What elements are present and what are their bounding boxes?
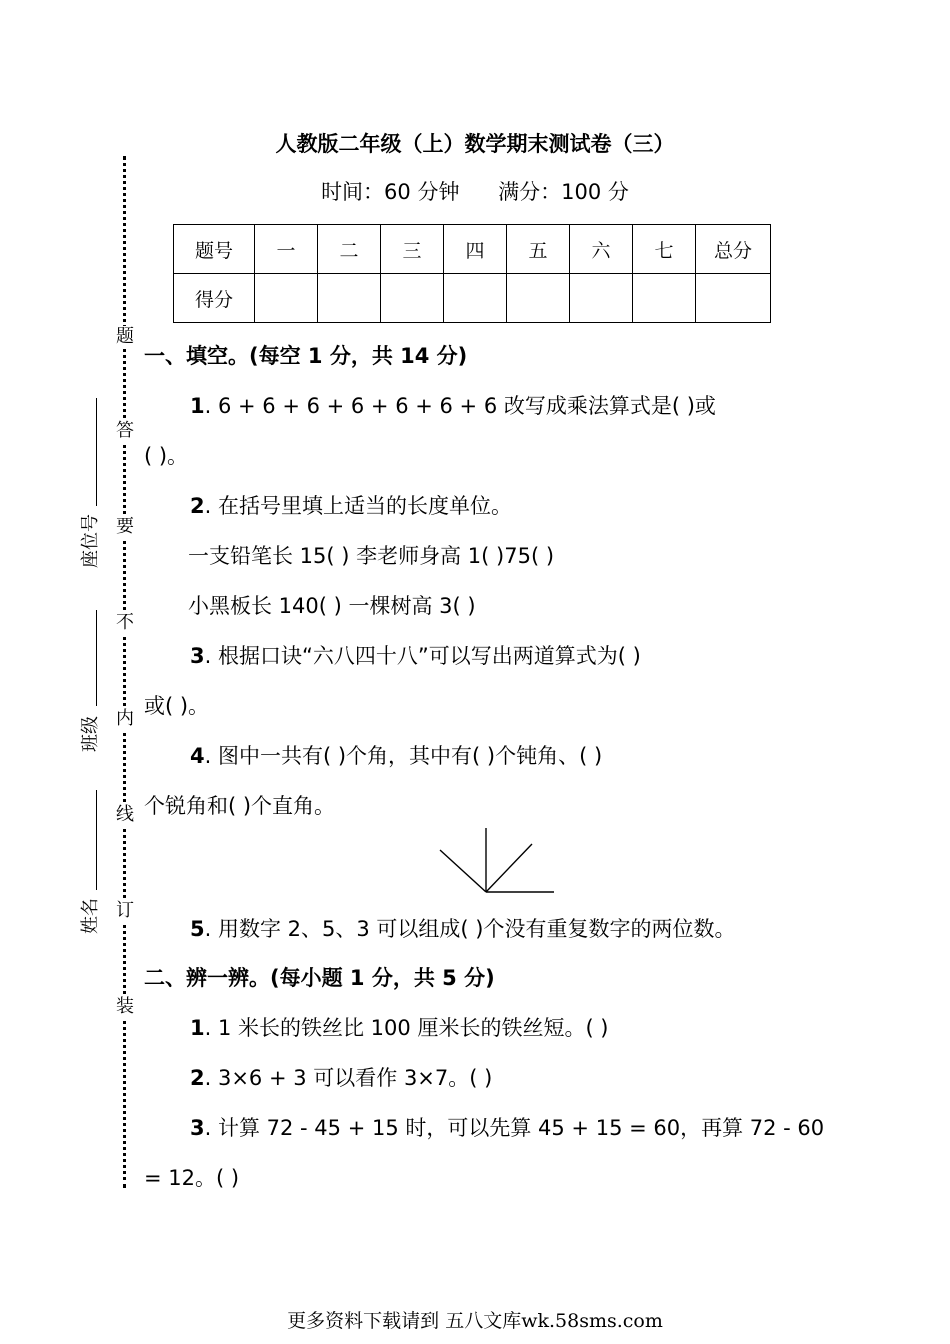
exam-info — [0, 176, 950, 206]
question-1-3 — [190, 640, 641, 670]
question-1-1-continued: ( )。 — [144, 444, 189, 468]
table-cell: 三 — [381, 225, 444, 274]
question-1-2 — [190, 490, 512, 520]
question-1-2-line-1: 一支铅笔长 15( ) 李老师身高 1( )75( ) — [188, 544, 555, 568]
section-1-heading: 一、填空。(每空 1 分，共 14 分) — [144, 344, 468, 368]
score-cell[interactable] — [633, 274, 696, 323]
binding-char: 要 — [112, 516, 138, 538]
score-cell[interactable] — [444, 274, 507, 323]
question-2-3 — [190, 1112, 824, 1142]
table-cell: 六 — [570, 225, 633, 274]
binding-char: 内 — [112, 708, 138, 730]
angle-diagram — [436, 826, 560, 896]
question-2-1 — [190, 1012, 609, 1042]
question-1-5 — [190, 913, 735, 943]
question-number: 4 — [190, 744, 205, 768]
class-label: 班级 — [80, 716, 101, 752]
question-text: . 3×6 + 3 可以看作 3×7。( ) — [204, 1066, 493, 1090]
seat-number-field[interactable] — [96, 398, 97, 506]
binding-char: 不 — [112, 612, 138, 634]
score-table — [173, 224, 771, 323]
question-number: 1 — [190, 1016, 205, 1040]
question-2-2 — [190, 1062, 492, 1092]
ray-left-diagonal — [440, 850, 486, 892]
question-text: . 图中一共有( )个角，其中有( )个钝角、( ) — [204, 744, 603, 768]
time-limit: 时间：60 分钟 — [321, 180, 460, 204]
score-table-header-row — [174, 225, 771, 274]
question-text: . 计算 72 - 45 + 15 时，可以先算 45 + 15 = 60，再算 72 - 60 — [204, 1116, 825, 1140]
section-2-heading: 二、辨一辨。(每小题 1 分，共 5 分) — [144, 966, 495, 990]
score-cell[interactable] — [570, 274, 633, 323]
binding-char: 答 — [112, 420, 138, 442]
table-cell: 二 — [318, 225, 381, 274]
binding-char: 线 — [112, 804, 138, 826]
table-cell: 得分 — [174, 274, 255, 323]
question-1-3-continued: 或( )。 — [144, 694, 210, 718]
table-cell: 七 — [633, 225, 696, 274]
score-cell[interactable] — [696, 274, 771, 323]
page-title: 人教版二年级（上）数学期末测试卷（三） — [275, 132, 675, 156]
score-table-score-row — [174, 274, 771, 323]
question-number: 3 — [190, 644, 205, 668]
full-score: 满分：100 分 — [498, 180, 629, 204]
question-text: . 6 + 6 + 6 + 6 + 6 + 6 + 6 改写成乘法算式是( )或 — [204, 394, 716, 418]
class-field[interactable] — [96, 610, 97, 706]
question-text: . 在括号里填上适当的长度单位。 — [204, 494, 512, 518]
name-label: 姓名 — [80, 898, 101, 934]
score-cell[interactable] — [318, 274, 381, 323]
table-cell: 总分 — [696, 225, 771, 274]
question-number: 2 — [190, 1066, 205, 1090]
question-1-2-line-2: 小黑板长 140( ) 一棵树高 3( ) — [188, 594, 476, 618]
question-text: . 用数字 2、5、3 可以组成( )个没有重复数字的两位数。 — [204, 917, 736, 941]
ray-right-diagonal — [486, 844, 532, 892]
binding-char: 订 — [112, 900, 138, 922]
binding-dotted-line — [123, 156, 126, 1188]
table-cell: 一 — [255, 225, 318, 274]
table-cell: 五 — [507, 225, 570, 274]
question-1-1 — [190, 390, 716, 420]
question-1-4 — [190, 740, 602, 770]
question-text: . 1 米长的铁丝比 100 厘米长的铁丝短。( ) — [204, 1016, 609, 1040]
question-number: 5 — [190, 917, 205, 941]
binding-char: 装 — [112, 996, 138, 1018]
question-1-4-continued: 个锐角和( )个直角。 — [144, 794, 336, 818]
table-cell: 题号 — [174, 225, 255, 274]
name-field[interactable] — [96, 790, 97, 890]
question-number: 1 — [190, 394, 205, 418]
footer-source: 更多资料下载请到 五八文库wk.58sms.com — [287, 1310, 663, 1332]
table-cell: 四 — [444, 225, 507, 274]
score-cell[interactable] — [507, 274, 570, 323]
question-text: . 根据口诀“六八四十八”可以写出两道算式为( ) — [204, 644, 641, 668]
question-2-3-continued: = 12。( ) — [144, 1166, 240, 1190]
score-cell[interactable] — [255, 274, 318, 323]
binding-char: 题 — [112, 326, 138, 348]
seat-number-label: 座位号 — [80, 514, 101, 568]
score-cell[interactable] — [381, 274, 444, 323]
question-number: 3 — [190, 1116, 205, 1140]
question-number: 2 — [190, 494, 205, 518]
